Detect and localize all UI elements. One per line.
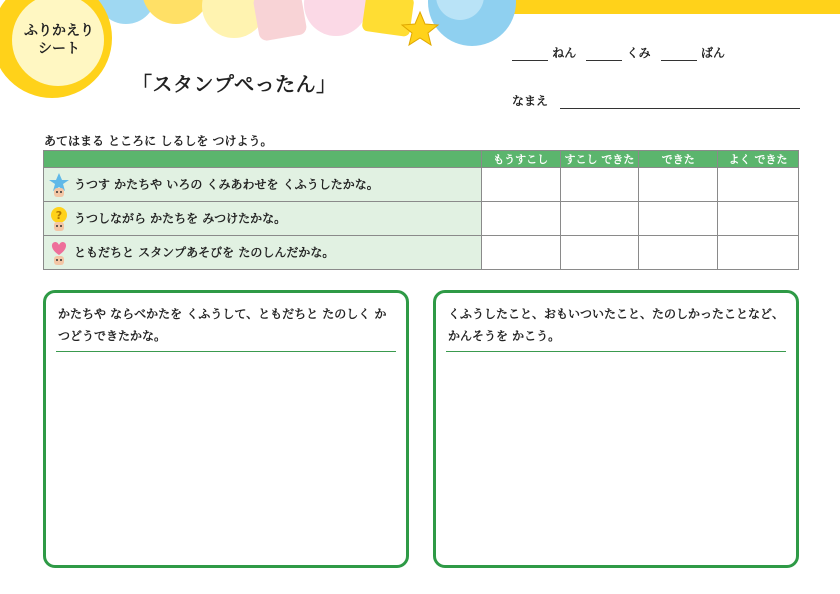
blue-star-character-icon <box>48 172 70 198</box>
header-blank <box>44 151 482 168</box>
instruction: あてはまる ところに しるしを つけよう。 <box>44 134 273 148</box>
check-cell[interactable] <box>718 202 799 236</box>
yellow-bubble <box>142 0 210 24</box>
header-sukoshi-dekita: すこし できた <box>560 151 639 168</box>
yellow-question-character-icon <box>48 206 70 232</box>
badge-line-1: ふりかえり <box>24 23 94 39</box>
check-cell[interactable] <box>560 202 639 236</box>
table-header-row <box>44 151 799 168</box>
evaluation-table <box>43 150 799 270</box>
ban-field[interactable] <box>661 46 697 61</box>
check-cell[interactable] <box>481 202 560 236</box>
reflection-box-left[interactable] <box>43 290 409 568</box>
question-cell <box>44 236 482 270</box>
pink-square <box>252 0 307 42</box>
header-dekita: できた <box>639 151 718 168</box>
left-box-prompt: かたちや ならべかたを くふうして、ともだちと たのしく かつどうできたかな。 <box>58 307 387 343</box>
check-cell[interactable] <box>481 236 560 270</box>
kumi-field[interactable] <box>586 46 622 61</box>
pink-bubble <box>304 0 368 36</box>
check-cell[interactable] <box>560 236 639 270</box>
table-row <box>44 168 799 202</box>
page-title: 「スタンプぺったん」 <box>132 72 337 96</box>
header-mousukoshi: もうすこし <box>481 151 560 168</box>
check-cell[interactable] <box>560 168 639 202</box>
name-field[interactable] <box>560 94 800 109</box>
question-text: うつす かたちや いろの くみあわせを くふうしたかな。 <box>74 177 379 191</box>
check-cell[interactable] <box>718 168 799 202</box>
badge-line-2: シート <box>38 41 80 57</box>
check-cell[interactable] <box>718 236 799 270</box>
ban-label: ばん <box>700 46 725 60</box>
svg-text:?: ? <box>55 208 63 222</box>
yellow-square <box>361 0 414 37</box>
question-text: ともだちと スタンプあそびを たのしんだかな。 <box>74 245 335 259</box>
check-cell[interactable] <box>639 202 718 236</box>
reflection-box-right[interactable] <box>433 290 799 568</box>
right-box-divider <box>446 351 786 352</box>
name-label: なまえ <box>512 94 549 108</box>
class-info <box>512 44 725 61</box>
table-row <box>44 202 799 236</box>
right-box-prompt: くふうしたこと、おもいついたこと、たのしかったことなど、かんそうを かこう。 <box>448 307 785 343</box>
check-cell[interactable] <box>639 236 718 270</box>
header-yoku-dekita: よく できた <box>718 151 799 168</box>
check-cell[interactable] <box>639 168 718 202</box>
table-row <box>44 236 799 270</box>
question-cell <box>44 202 482 236</box>
left-box-divider <box>56 351 396 352</box>
check-cell[interactable] <box>481 168 560 202</box>
sheet-badge <box>14 22 104 58</box>
nen-label: ねん <box>552 46 577 60</box>
yellow-top-band <box>500 0 840 14</box>
pink-heart-character-icon <box>48 240 70 266</box>
question-cell <box>44 168 482 202</box>
name-info <box>512 92 800 109</box>
nen-field[interactable] <box>512 46 548 61</box>
kumi-label: くみ <box>626 46 651 60</box>
question-text: うつしながら かたちを みつけたかな。 <box>74 211 287 225</box>
